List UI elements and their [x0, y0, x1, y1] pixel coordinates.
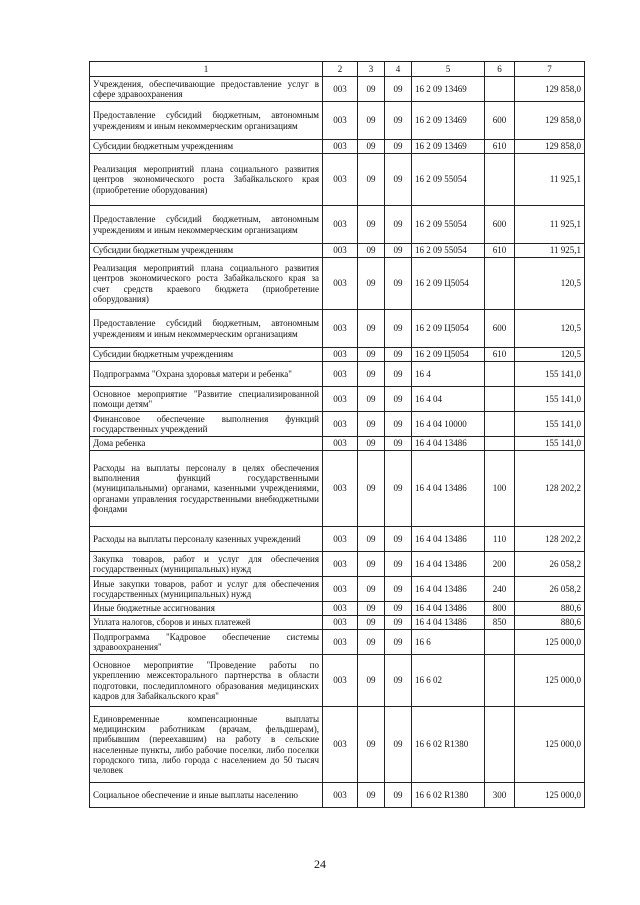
row-description: Реализация мероприятий плана социального развития центров экономического роста Забайкальского края за счет средств краевого бюджета (приобретение оборудования) [90, 258, 323, 310]
row-col-4: 09 [385, 244, 412, 258]
table-row [90, 140, 585, 154]
row-col-6 [485, 655, 515, 707]
row-description: Субсидии бюджетным учреждениям [90, 244, 323, 258]
row-col-4: 09 [385, 616, 412, 630]
row-col-5: 16 4 04 13486 [412, 577, 485, 602]
row-col-3: 09 [358, 577, 385, 602]
row-col-2: 003 [323, 552, 358, 577]
row-col-2: 003 [323, 154, 358, 206]
row-col-3: 09 [358, 527, 385, 552]
table-row [90, 102, 585, 140]
row-description: Подпрограмма "Кадровое обеспечение системы здравоохранения" [90, 630, 323, 655]
table-row [90, 783, 585, 808]
row-col-5: 16 4 [412, 362, 485, 387]
row-col-3: 09 [358, 387, 385, 412]
row-col-7: 125 000,0 [515, 655, 585, 707]
row-col-5: 16 2 09 13469 [412, 77, 485, 102]
row-col-7: 880,6 [515, 616, 585, 630]
table-row [90, 655, 585, 707]
row-col-3: 09 [358, 437, 385, 451]
row-col-5: 16 4 04 13486 [412, 552, 485, 577]
row-col-2: 003 [323, 451, 358, 527]
row-description: Основное мероприятие "Проведение работы по укреплению межсекторального партнерства в области подготовки, последипломного образования медицинских кадров для Забайкальского края" [90, 655, 323, 707]
row-col-6: 110 [485, 527, 515, 552]
row-col-7: 125 000,0 [515, 707, 585, 783]
row-col-5: 16 6 02 R1380 [412, 707, 485, 783]
row-col-5: 16 2 09 Ц5054 [412, 348, 485, 362]
row-col-6 [485, 412, 515, 437]
header-row [90, 62, 585, 77]
row-col-3: 09 [358, 362, 385, 387]
row-col-7: 11 925,1 [515, 244, 585, 258]
row-description: Предоставление субсидий бюджетным, автономным учреждениям и иным некоммерческим организациям [90, 102, 323, 140]
row-col-5: 16 2 09 55054 [412, 244, 485, 258]
row-col-5: 16 2 09 55054 [412, 206, 485, 244]
row-col-3: 09 [358, 552, 385, 577]
row-col-6: 600 [485, 206, 515, 244]
row-description: Расходы на выплаты персоналу в целях обеспечения выполнения функций государственными (муниципальными) органами, казенными учреждениями, органами управления государственными внебюджетными фондами [90, 451, 323, 527]
row-col-6 [485, 437, 515, 451]
row-col-7: 155 141,0 [515, 412, 585, 437]
row-col-2: 003 [323, 437, 358, 451]
row-col-3: 09 [358, 310, 385, 348]
row-col-4: 09 [385, 707, 412, 783]
header-col-1: 1 [90, 62, 323, 77]
row-description: Субсидии бюджетным учреждениям [90, 348, 323, 362]
row-col-3: 09 [358, 630, 385, 655]
budget-table [89, 61, 585, 808]
row-description: Субсидии бюджетным учреждениям [90, 140, 323, 154]
row-col-5: 16 2 09 13469 [412, 140, 485, 154]
row-col-3: 09 [358, 616, 385, 630]
row-col-4: 09 [385, 412, 412, 437]
row-description: Уплата налогов, сборов и иных платежей [90, 616, 323, 630]
row-col-6: 100 [485, 451, 515, 527]
row-col-4: 09 [385, 630, 412, 655]
row-col-5: 16 6 [412, 630, 485, 655]
row-col-7: 26 058,2 [515, 552, 585, 577]
row-col-2: 003 [323, 362, 358, 387]
row-col-5: 16 4 04 13486 [412, 437, 485, 451]
row-col-3: 09 [358, 602, 385, 616]
row-description: Иные закупки товаров, работ и услуг для обеспечения государственных (муниципальных) нужд [90, 577, 323, 602]
row-description: Закупка товаров, работ и услуг для обеспечения государственных (муниципальных) нужд [90, 552, 323, 577]
row-col-2: 003 [323, 602, 358, 616]
table-row [90, 362, 585, 387]
row-description: Расходы на выплаты персоналу казенных учреждений [90, 527, 323, 552]
row-col-2: 003 [323, 258, 358, 310]
row-col-6 [485, 154, 515, 206]
header-col-4: 4 [385, 62, 412, 77]
row-col-6: 610 [485, 348, 515, 362]
row-col-6: 600 [485, 102, 515, 140]
row-col-5: 16 4 04 13486 [412, 527, 485, 552]
row-col-2: 003 [323, 310, 358, 348]
row-col-4: 09 [385, 310, 412, 348]
row-col-6 [485, 258, 515, 310]
row-col-6: 610 [485, 244, 515, 258]
row-col-6 [485, 387, 515, 412]
row-col-5: 16 4 04 13486 [412, 451, 485, 527]
row-col-4: 09 [385, 437, 412, 451]
row-col-6 [485, 362, 515, 387]
row-col-3: 09 [358, 783, 385, 808]
row-col-6: 300 [485, 783, 515, 808]
row-col-4: 09 [385, 348, 412, 362]
row-description: Дома ребенка [90, 437, 323, 451]
row-col-3: 09 [358, 655, 385, 707]
table-row [90, 387, 585, 412]
row-col-7: 11 925,1 [515, 206, 585, 244]
row-col-2: 003 [323, 387, 358, 412]
table-row [90, 451, 585, 527]
row-col-3: 09 [358, 451, 385, 527]
table-row [90, 437, 585, 451]
row-col-2: 003 [323, 206, 358, 244]
table-row [90, 707, 585, 783]
row-description: Основное мероприятие "Развитие специализированной помощи детям" [90, 387, 323, 412]
row-col-7: 120,5 [515, 258, 585, 310]
row-col-7: 128 202,2 [515, 451, 585, 527]
row-col-5: 16 2 09 55054 [412, 154, 485, 206]
row-col-3: 09 [358, 348, 385, 362]
table-body [90, 77, 585, 808]
row-col-7: 129 858,0 [515, 102, 585, 140]
row-col-5: 16 4 04 13486 [412, 602, 485, 616]
row-col-2: 003 [323, 102, 358, 140]
row-description: Подпрограмма "Охрана здоровья матери и ребенка" [90, 362, 323, 387]
table-row [90, 630, 585, 655]
row-col-4: 09 [385, 602, 412, 616]
row-col-4: 09 [385, 552, 412, 577]
row-col-6: 610 [485, 140, 515, 154]
row-col-2: 003 [323, 140, 358, 154]
row-description: Единовременные компенсационные выплаты медицинским работникам (врачам, фельдшерам), прибывшим (переехавшим) на работу в сельские населенные пункты, либо рабочие поселки, либо поселки городского типа, либо города с населением до 50 тысяч человек [90, 707, 323, 783]
table-header [90, 62, 585, 77]
row-col-6: 800 [485, 602, 515, 616]
row-col-2: 003 [323, 527, 358, 552]
row-col-3: 09 [358, 707, 385, 783]
row-col-5: 16 6 02 [412, 655, 485, 707]
row-col-5: 16 4 04 10000 [412, 412, 485, 437]
row-col-4: 09 [385, 362, 412, 387]
row-col-3: 09 [358, 244, 385, 258]
row-col-7: 128 202,2 [515, 527, 585, 552]
table-row [90, 154, 585, 206]
row-col-3: 09 [358, 77, 385, 102]
table-row [90, 602, 585, 616]
row-col-4: 09 [385, 387, 412, 412]
table-row [90, 244, 585, 258]
row-col-3: 09 [358, 154, 385, 206]
row-col-7: 129 858,0 [515, 140, 585, 154]
table-row [90, 310, 585, 348]
row-col-7: 26 058,2 [515, 577, 585, 602]
row-col-6 [485, 630, 515, 655]
row-col-2: 003 [323, 577, 358, 602]
row-col-2: 003 [323, 783, 358, 808]
row-description: Учреждения, обеспечивающие предоставление услуг в сфере здравоохранения [90, 77, 323, 102]
row-col-4: 09 [385, 783, 412, 808]
row-col-5: 16 2 09 Ц5054 [412, 310, 485, 348]
row-description: Финансовое обеспечение выполнения функций государственных учреждений [90, 412, 323, 437]
row-col-3: 09 [358, 258, 385, 310]
header-col-5: 5 [412, 62, 485, 77]
row-col-4: 09 [385, 77, 412, 102]
row-col-7: 120,5 [515, 348, 585, 362]
row-col-4: 09 [385, 655, 412, 707]
row-col-4: 09 [385, 206, 412, 244]
row-col-2: 003 [323, 244, 358, 258]
row-col-3: 09 [358, 140, 385, 154]
row-col-2: 003 [323, 655, 358, 707]
row-description: Социальное обеспечение и иные выплаты населению [90, 783, 323, 808]
row-col-7: 120,5 [515, 310, 585, 348]
table-row [90, 258, 585, 310]
row-col-6: 200 [485, 552, 515, 577]
row-col-3: 09 [358, 102, 385, 140]
row-col-7: 880,6 [515, 602, 585, 616]
row-col-5: 16 2 09 13469 [412, 102, 485, 140]
row-col-5: 16 4 04 [412, 387, 485, 412]
table-row [90, 412, 585, 437]
row-col-2: 003 [323, 616, 358, 630]
row-description: Предоставление субсидий бюджетным, автономным учреждениям и иным некоммерческим организациям [90, 206, 323, 244]
row-col-6 [485, 707, 515, 783]
row-col-4: 09 [385, 451, 412, 527]
row-col-4: 09 [385, 102, 412, 140]
row-description: Реализация мероприятий плана социального развития центров экономического роста Забайкальского края (приобретение оборудования) [90, 154, 323, 206]
row-col-6 [485, 77, 515, 102]
row-col-3: 09 [358, 206, 385, 244]
row-col-2: 003 [323, 412, 358, 437]
row-description: Иные бюджетные ассигнования [90, 602, 323, 616]
table-row [90, 527, 585, 552]
row-col-7: 125 000,0 [515, 630, 585, 655]
header-col-2: 2 [323, 62, 358, 77]
row-col-7: 155 141,0 [515, 362, 585, 387]
table-row [90, 577, 585, 602]
row-col-7: 129 858,0 [515, 77, 585, 102]
row-col-7: 155 141,0 [515, 437, 585, 451]
row-col-4: 09 [385, 258, 412, 310]
table-row [90, 552, 585, 577]
header-col-6: 6 [485, 62, 515, 77]
row-col-4: 09 [385, 577, 412, 602]
row-col-7: 155 141,0 [515, 387, 585, 412]
table-row [90, 206, 585, 244]
row-col-5: 16 6 02 R1380 [412, 783, 485, 808]
row-description: Предоставление субсидий бюджетным, автономным учреждениям и иным некоммерческим организациям [90, 310, 323, 348]
page-number: 24 [314, 857, 326, 871]
row-col-4: 09 [385, 527, 412, 552]
row-col-7: 125 000,0 [515, 783, 585, 808]
row-col-2: 003 [323, 348, 358, 362]
row-col-4: 09 [385, 140, 412, 154]
row-col-2: 003 [323, 77, 358, 102]
row-col-4: 09 [385, 154, 412, 206]
row-col-3: 09 [358, 412, 385, 437]
header-col-7: 7 [515, 62, 585, 77]
row-col-5: 16 2 09 Ц5054 [412, 258, 485, 310]
table-row [90, 348, 585, 362]
row-col-2: 003 [323, 707, 358, 783]
row-col-6: 240 [485, 577, 515, 602]
row-col-7: 11 925,1 [515, 154, 585, 206]
header-col-3: 3 [358, 62, 385, 77]
row-col-6: 600 [485, 310, 515, 348]
table-row [90, 616, 585, 630]
row-col-5: 16 4 04 13486 [412, 616, 485, 630]
table-row [90, 77, 585, 102]
row-col-2: 003 [323, 630, 358, 655]
row-col-6: 850 [485, 616, 515, 630]
